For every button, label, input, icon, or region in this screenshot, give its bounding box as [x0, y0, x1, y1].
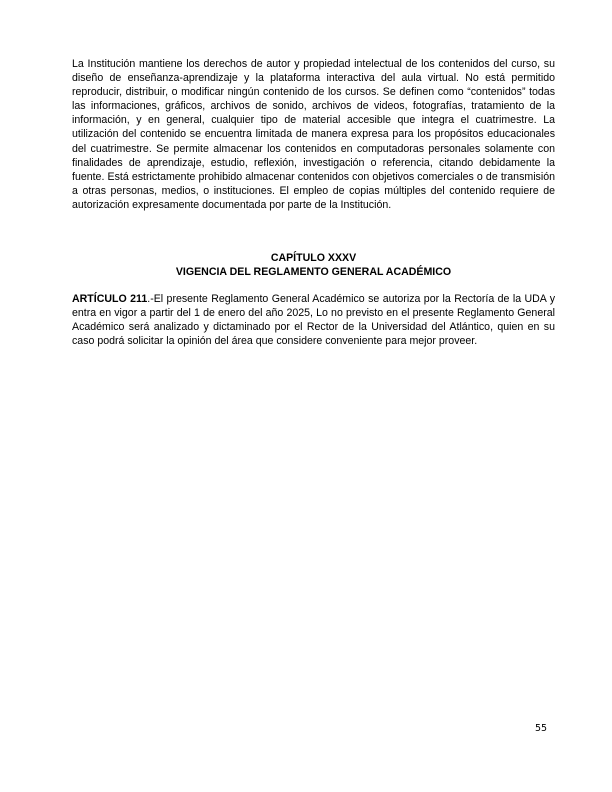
- article-text: .-El presente Reglamento General Académico se autoriza por la Rectoría de la UDA y entra en vigor a partir del 1 de enero del año 2025, Lo no previsto en el presente Reglamento General Académico será analizado y dictaminado por el Rector de la Universidad del Atlántico, quien en su caso podrá solicitar la opinión del área que considere conveniente para mejor proveer.: [72, 293, 556, 348]
- page-number: 55: [535, 723, 548, 734]
- article-211: [72, 292, 555, 348]
- chapter-title: VIGENCIA DEL REGLAMENTO GENERAL ACADÉMICO: [175, 266, 452, 278]
- intellectual-property-paragraph: La Institución mantiene los derechos de autor y propiedad intelectual de los contenidos del curso, su diseño de enseñanza-aprendizaje y la plataforma interactiva del aula virtual. No está permitido reproducir, distribuir, o modificar ningún contenido de los cursos. Se definen como “contenidos” todas las informaciones, gráficos, archivos de sonido, archivos de videos, fotografías, tratamiento de la información, y en general, cualquier tipo de material accesible que integra el cuatrimestre. La utilización del contenido se encuentra limitada de manera expresa para los propósitos educacionales del cuatrimestre. Se permite almacenar los contenidos en computadoras personales solamente con finalidades de aprendizaje, estudio, reflexión, investigación o referencia, citando debidamente la fuente. Está estrictamente prohibido almacenar contenidos con objetivos comerciales o de transmisión a otras personas, medios, o instituciones. El empleo de copias múltiples del contenido requiere de autorización expresamente documentada por parte de la Institución.: [72, 58, 555, 211]
- chapter-number: CAPÍTULO XXXV: [270, 252, 357, 264]
- chapter-heading: [72, 251, 555, 279]
- article-label: ARTÍCULO 211: [72, 293, 148, 305]
